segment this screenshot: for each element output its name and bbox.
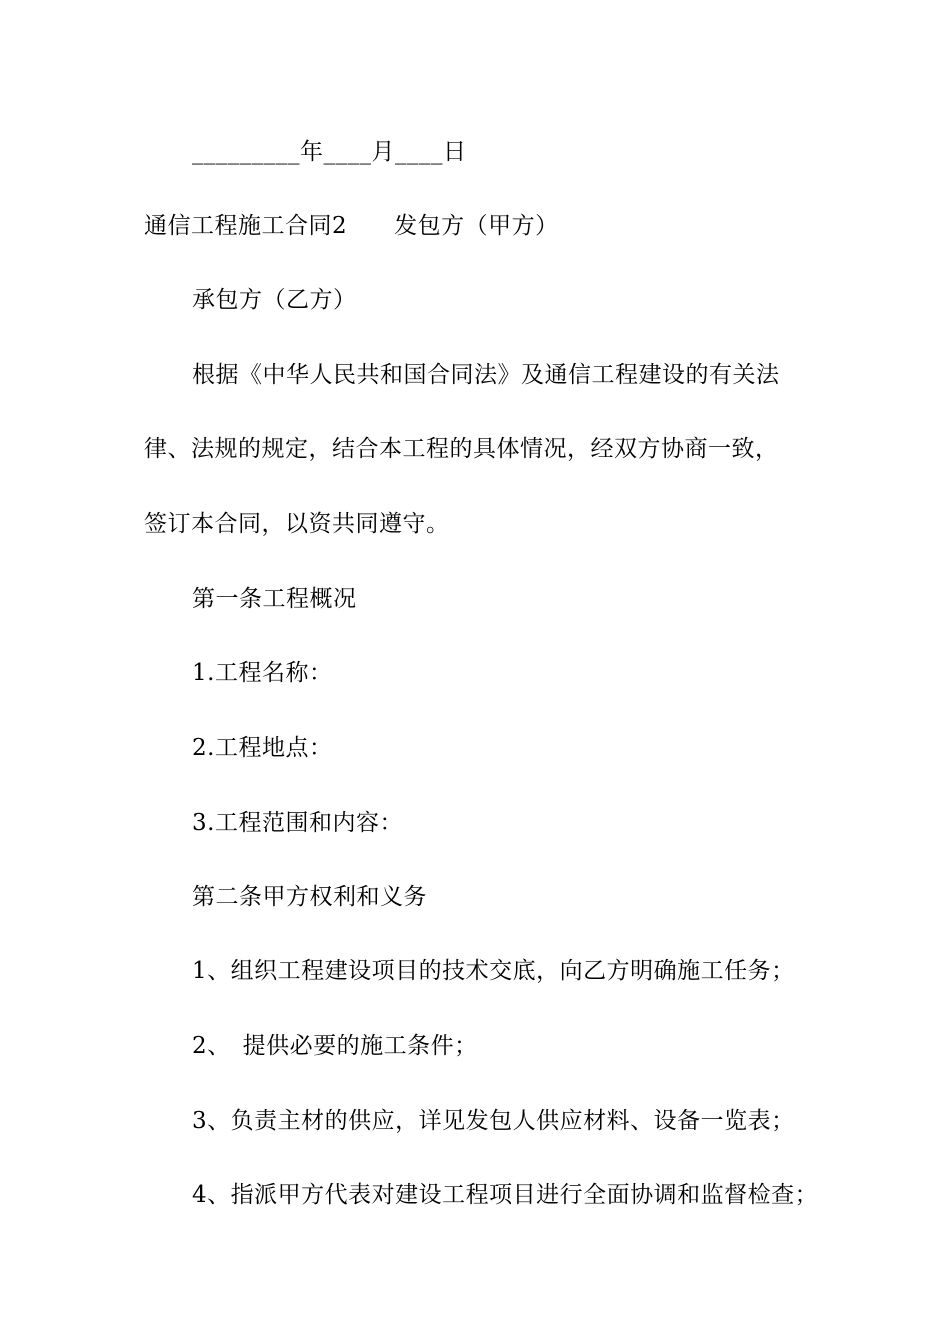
article-1-heading: 第一条工程概况 [192, 586, 357, 612]
project-name-item: 1.工程名称： [192, 660, 333, 686]
article-2-heading: 第二条甲方权利和义务 [192, 884, 427, 910]
project-scope-item: 3.工程范围和内容： [192, 810, 403, 836]
party-a-duty-1: 1、组织工程建设项目的技术交底，向乙方明确施工任务； [192, 958, 795, 984]
preamble-line-3: 签订本合同，以资共同遵守。 [144, 511, 450, 537]
party-a-duty-4: 4、指派甲方代表对建设工程项目进行全面协调和监督检查； [192, 1182, 819, 1208]
party-a-duty-3: 3、负责主材的供应，详见发包人供应材料、设备一览表； [192, 1108, 795, 1134]
contractor-party-line: 承包方（乙方） [192, 287, 357, 313]
project-location-item: 2.工程地点： [192, 735, 333, 761]
contract-title-line: 通信工程施工合同2 发包方（甲方） [144, 213, 559, 239]
preamble-line-2: 律、法规的规定，结合本工程的具体情况，经双方协商一致， [144, 436, 779, 462]
party-a-duty-2: 2、 提供必要的施工条件； [192, 1033, 478, 1059]
date-line: _________年____月____日 [192, 139, 467, 165]
preamble-line-1: 根据《中华人民共和国合同法》及通信工程建设的有关法 [192, 362, 780, 388]
